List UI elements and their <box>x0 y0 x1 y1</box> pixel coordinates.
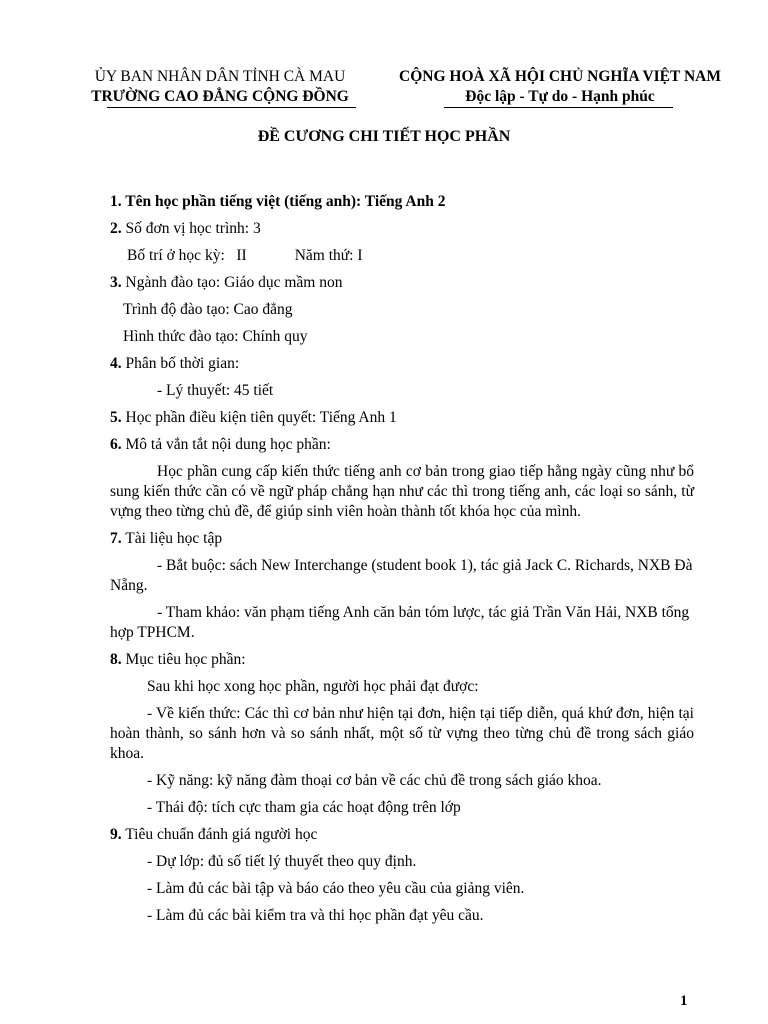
course-description: Học phần cung cấp kiến thức tiếng anh cơ bản trong giao tiếp hằng ngày cũng như bổ sung kiến thức cần có về ngữ pháp chẳng hạn như các thì trong tiếng anh, các loại so sánh, từ vựng theo từng chủ đề, để giúp sinh viên hoàn thành tốt khóa học của mình. <box>110 463 694 520</box>
section-4: 4. Phân bố thời gian: <box>110 355 240 372</box>
section-6: 6. Mô tả vắn tắt nội dung học phần: <box>110 436 331 453</box>
required-material: - Bắt buộc: sách New Interchange (student book 1), tác giả Jack C. Richards, NXB Đà Nẵng. <box>110 557 693 594</box>
national-motto: Độc lập - Tự do - Hạnh phúc <box>465 88 655 105</box>
section-3: 3. Ngành đào tạo: Giáo dục mầm non <box>110 274 343 291</box>
section-2-schedule <box>110 246 694 273</box>
semester: Bố trí ở học kỳ: II <box>127 247 247 264</box>
section-9: 9. Tiêu chuẩn đánh giá người học <box>110 826 318 843</box>
section-7: 7. Tài liệu học tập <box>110 530 223 547</box>
header-right-underline <box>444 107 673 108</box>
criteria-exams: - Làm đủ các bài kiểm tra và thi học phần đạt yêu cầu. <box>147 907 484 924</box>
training-level: Trình độ đào tạo: Cao đẳng <box>123 301 293 318</box>
criteria-assignments: - Làm đủ các bài tập và báo cáo theo yêu cầu của giảng viên. <box>147 880 525 897</box>
section-2: 2. Số đơn vị học trình: 3 <box>110 220 261 237</box>
national-name: CỘNG HOÀ XÃ HỘI CHỦ NGHĨA VIỆT NAM <box>399 68 721 85</box>
header-right <box>380 67 740 107</box>
objective-knowledge: - Về kiến thức: Các thì cơ bản như hiện tại đơn, hiện tại tiếp diễn, quá khứ đơn, hiện tại hoàn thành, so sánh hơn và so sánh nhất, một số từ vựng theo từng chủ đề trong sách giáo khoa. <box>110 705 694 762</box>
college-name: TRƯỜNG CAO ĐẲNG CỘNG ĐỒNG <box>91 88 349 105</box>
document-body <box>110 192 694 933</box>
document-title: ĐỀ CƯƠNG CHI TIẾT HỌC PHẦN <box>257 128 511 145</box>
objectives-intro: Sau khi học xong học phần, người học phải đạt được: <box>147 678 479 695</box>
training-form: Hình thức đào tạo: Chính quy <box>123 328 308 345</box>
reference-material: - Tham khảo: văn phạm tiếng Anh căn bản tóm lược, tác giả Trần Văn Hải, NXB tổng hợp TPHCM. <box>110 604 690 641</box>
objective-attitude: - Thái độ: tích cực tham gia các hoạt động trên lớp <box>147 799 461 816</box>
theory-hours: - Lý thuyết: 45 tiết <box>157 382 274 399</box>
study-year: Năm thứ: I <box>294 247 363 264</box>
section-1: 1. Tên học phần tiếng việt (tiếng anh): Tiếng Anh 2 <box>110 193 446 210</box>
criteria-attendance: - Dự lớp: đủ số tiết lý thuyết theo quy định. <box>147 853 417 870</box>
header-left <box>60 67 380 107</box>
section-8: 8. Mục tiêu học phần: <box>110 651 246 668</box>
header-left-underline <box>107 107 356 108</box>
page-number: 1 <box>680 993 688 1009</box>
objective-skills: - Kỹ năng: kỹ năng đàm thoại cơ bản về các chủ đề trong sách giáo khoa. <box>147 772 602 789</box>
provincial-committee: ỦY BAN NHÂN DÂN TỈNH CÀ MAU <box>94 68 346 85</box>
section-5: 5. Học phần điều kiện tiên quyết: Tiếng Anh 1 <box>110 409 397 426</box>
